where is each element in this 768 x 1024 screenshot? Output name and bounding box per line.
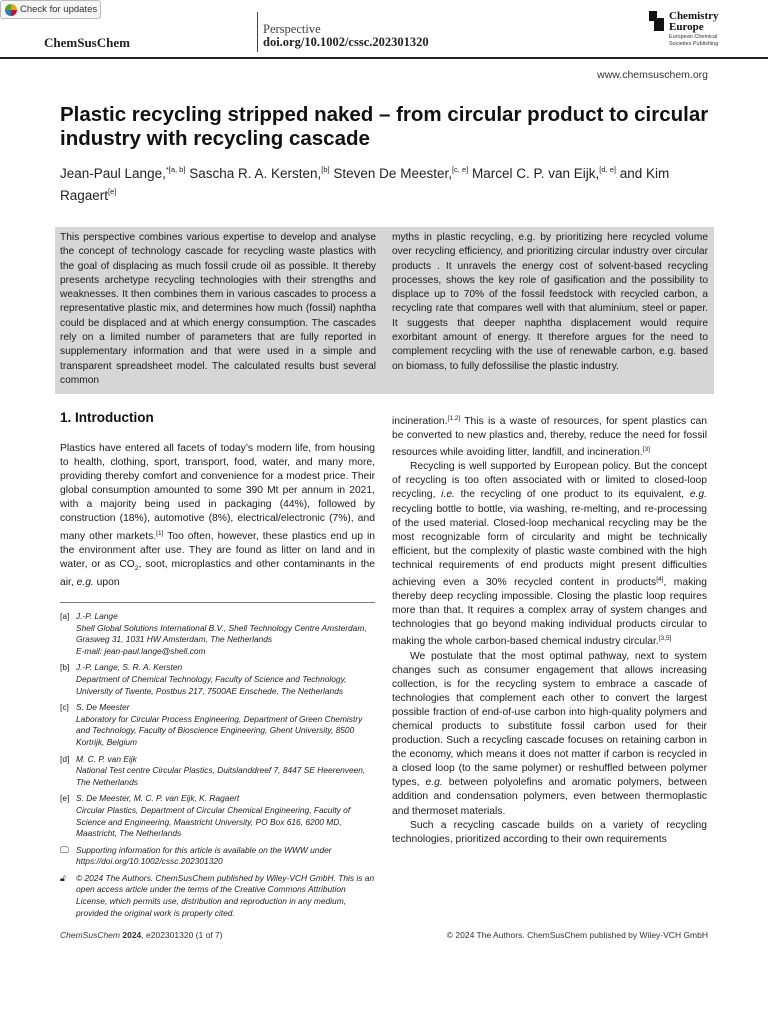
- check-for-updates-badge[interactable]: [0, 0, 101, 19]
- text-italic: e.g.: [76, 576, 94, 588]
- author-affil: [d, e]: [599, 165, 616, 174]
- text: recycling bottle to bottle, via washing, re-melting, and re-processing of the used material. Closed-loop mechanical recycling may be the most recognizable form of circularity and might be technically efficient, but the complexity of plastic waste combined with the high technical requirements of end products might present difficulties achieving even a 30% recycled content in products: [392, 503, 707, 589]
- citation[interactable]: [1]: [156, 529, 164, 537]
- affiliation-line: Shell Global Solutions International B.V., Shell Technology Centre Amsterdam, Grasweg 31, 1031 HW Amsterdam, The Netherlands: [76, 622, 367, 645]
- affiliation-label: [e]: [60, 793, 70, 804]
- affiliation-line: Circular Plastics, Department of Circular Chemical Engineering, Faculty of Science and Engineering, Maastricht University, PO Box 616, 6200 MD, Maastricht, The Netherlands: [76, 804, 351, 839]
- affiliation: [60, 702, 378, 748]
- journal-website[interactable]: www.chemsuschem.org: [597, 69, 708, 81]
- text: upon: [93, 576, 120, 588]
- affiliation-body: [76, 793, 378, 839]
- affiliation: [60, 793, 378, 839]
- footer-article-id: , e202301320 (1 of 7): [141, 930, 223, 940]
- left-column-text: [60, 442, 375, 590]
- text: the recycling of one product to its equivalent,: [454, 489, 690, 501]
- affiliation-line: Department of Chemical Technology, Faculty of Science and Technology, University of Twente, Postbus 217, 7500AE Enschede, The Netherlands: [76, 673, 347, 696]
- publisher-logo: [649, 11, 729, 47]
- text-italic: i.e.: [441, 489, 455, 501]
- abstract-box: [55, 227, 714, 394]
- open-access-lock-icon: 🔓︎: [60, 872, 66, 883]
- section-heading: 1. Introduction: [60, 410, 154, 425]
- author-affil: [b]: [321, 165, 330, 174]
- right-column-text: [392, 412, 707, 847]
- affiliation-line: Laboratory for Circular Process Engineering, Department of Green Chemistry and Technology, Faculty of Bioscience Engineering, Ghent University, 8500 Kortrijk, Belgium: [76, 713, 363, 747]
- text-italic: e.g.: [689, 489, 707, 501]
- publisher-name-text: Chemistry Europe: [669, 10, 719, 33]
- article-title: Plastic recycling stripped naked – from circular product to circular industry with recycling cascade: [60, 103, 709, 150]
- affiliation-label: [b]: [60, 662, 70, 673]
- affiliation-line: S. De Meester: [76, 702, 130, 713]
- affiliation-line: J.-P. Lange, S. R. A. Kersten: [76, 662, 183, 673]
- affiliation-body: [76, 662, 378, 697]
- text-italic: e.g.: [425, 777, 443, 789]
- author-name[interactable]: Sascha R. A. Kersten,: [189, 166, 322, 181]
- affiliation-line: M. C. P. van Eijk: [76, 753, 137, 764]
- author-name[interactable]: Marcel C. P. van Eijk,: [472, 166, 600, 181]
- paragraph: [392, 650, 707, 819]
- supporting-info-note: [60, 845, 378, 868]
- footer-copyright: © 2024 The Authors. ChemSusChem published by Wiley-VCH GmbH: [446, 930, 708, 940]
- paragraph: [392, 412, 707, 460]
- header-divider: [257, 12, 258, 52]
- author-list: [60, 161, 720, 205]
- text: We postulate that the most optimal pathway, next to system changes such as consumer engagement that allows increasing collection, is for the recycling system to embrace a cascade of technologies that complement each other to convert the largest possible fraction of end-of-use carbon into high-quality polymers and chemical products to substitute fossil carbon used for their production. Such a recycling cascade focuses on retaining carbon in the economy, which means it does not matter if carbon is recycled in a closed loop (to the same polymer) or reshuffled between polymer types,: [392, 650, 707, 789]
- crossmark-icon: [5, 4, 17, 16]
- citation[interactable]: [3]: [642, 446, 650, 454]
- affiliation-label: [c]: [60, 702, 69, 713]
- text: incineration.: [392, 416, 448, 427]
- text: , soot, microplastics and other contaminants in the air,: [60, 558, 376, 588]
- footer-year: 2024: [122, 930, 142, 940]
- text: Too often, however, these plastics end up in the environment after use. They are found as litter on land and in water, or as CO: [60, 530, 375, 570]
- affiliation-line: National Test centre Circular Plastics, Duitslanddreef 7, 8447 SE Heerenveen, The Netherlands: [76, 765, 366, 787]
- publisher-sub-1: European Chemical: [669, 34, 718, 40]
- publisher-sub-2: Societies Publishing: [669, 41, 719, 47]
- license-note: [60, 873, 378, 919]
- publisher-name: [669, 11, 729, 47]
- footer-citation: [60, 930, 223, 940]
- author-affil: *[a, b]: [165, 165, 186, 174]
- supporting-info-text[interactable]: Supporting information for this article is available on the WWW under https://doi.org/10.1002/cssc.202301320: [76, 844, 332, 867]
- text: Plastics have entered all facets of today’s modern life, from housing to health, clothing, sport, transport, food, water, and many more, providing thereby comfort and convenience for a modest price. Their global consumption amounted to some 390 Mt per annum in 2021, with a majority being used in packaging (44%), followed by construction (18%), automotive (8%), electrical/electronic (7%), and many other markets.: [60, 443, 375, 542]
- header-rule: [0, 57, 768, 59]
- text: Recycling is well supported by European policy. But the concept of recycling is too often associated with or limited to closed-loop recycling,: [392, 461, 707, 501]
- author-name[interactable]: Steven De Meester,: [333, 166, 452, 181]
- author-affil: [e]: [108, 187, 117, 196]
- affiliation-email[interactable]: E-mail: jean-paul.lange@shell.com: [76, 645, 206, 656]
- author-affil: [c, e]: [451, 165, 469, 174]
- affiliation-line: J.-P. Lange: [76, 611, 118, 621]
- affiliation: [60, 754, 378, 789]
- affiliation-body: [76, 611, 378, 657]
- text: between polyolefins and aromatic polymers, between addition and condensation polymers, even between thermoplastic and thermoset materials.: [392, 777, 707, 817]
- citation[interactable]: [4]: [656, 576, 664, 584]
- text: , making thereby deep recycling impossible. Closing the plastic loop requires more than that. It requires a complex array of system changes and technologies that go beyond making individual products circular to making the whole carbon-based chemical industry circular.: [392, 577, 707, 648]
- footer-journal: ChemSusChem: [60, 930, 120, 940]
- journal-name: ChemSusChem: [44, 35, 130, 50]
- monitor-icon: 🖵︎: [60, 844, 69, 855]
- paragraph: Such a recycling cascade builds on a variety of recycling technologies, prioritized according to their own requirements: [392, 819, 707, 845]
- text: This is a waste of resources, for spent plastics can be converted to new plastics and, thereby, reduce the need for fossil resources while avoiding litter, landfill, and incineration.: [392, 416, 707, 459]
- article-type: Perspective: [263, 22, 321, 36]
- affiliation-body: [76, 754, 378, 789]
- chemistry-europe-logo-icon: [649, 11, 664, 31]
- paragraph: [392, 460, 707, 649]
- abstract-right: myths in plastic recycling, e.g. by prioritizing here recycled volume over recycling efficiency, and prioritizing circular industry over circular products . It unravels the energy cost of solvent-based recycling processes, shows the key role of gasification and the possibility to displace up to 70% of the fossil feedstock with recycled carbon, a recycling rate that compares well with that aluminium, steel or paper. It suggests that deeper naphtha displacement would require exorbitant amount of energy. It therefore argues for the need to complement recycling with the use of renewable carbon, e.g. based on biomass, to fully defossilise the plastic industry.: [392, 232, 708, 372]
- affiliation-body: [76, 702, 378, 748]
- affiliation-label: [a]: [60, 611, 70, 621]
- doi-link[interactable]: doi.org/10.1002/cssc.202301320: [263, 35, 429, 49]
- affiliation-label: [d]: [60, 753, 70, 764]
- author-name[interactable]: Jean-Paul Lange,: [60, 166, 166, 181]
- license-text: © 2024 The Authors. ChemSusChem published by Wiley-VCH GmbH. This is an open access article under the terms of the Creative Commons Attribution License, which permits use, distribution and reproduction in any medium, provided the original work is properly cited.: [76, 872, 375, 918]
- author-name[interactable]: and Kim Ragaert: [60, 166, 670, 203]
- affiliations: [60, 611, 378, 924]
- abstract-left: This perspective combines various expertise to develop and analyse the concept of technology cascade for recycling waste plastics with the goal of displacing as much fossil crude oil as possible. It thereby presents archetype recycling technologies with their strengths and weaknesses. It then combines them in various cascades to process a representative plastic mix, and determines how much (fossil) naphtha could be displaced and at which energy consumption. The cascades rely on a limited number of parameters that are fully reported in supplementary information and that were used in a simple and transparent spreadsheet model. The calculated results bust several common: [60, 232, 376, 386]
- affiliation-line: S. De Meester, M. C. P. van Eijk, K. Ragaert: [76, 793, 240, 804]
- paragraph: [60, 442, 375, 590]
- subscript: 2: [134, 564, 139, 572]
- citation[interactable]: [1,2]: [447, 415, 461, 422]
- footnote-rule: [60, 602, 375, 603]
- citation[interactable]: [3,5]: [658, 635, 672, 643]
- check-for-updates-label: Check for updates: [20, 4, 98, 15]
- affiliation: [60, 662, 378, 697]
- affiliation: [60, 611, 378, 657]
